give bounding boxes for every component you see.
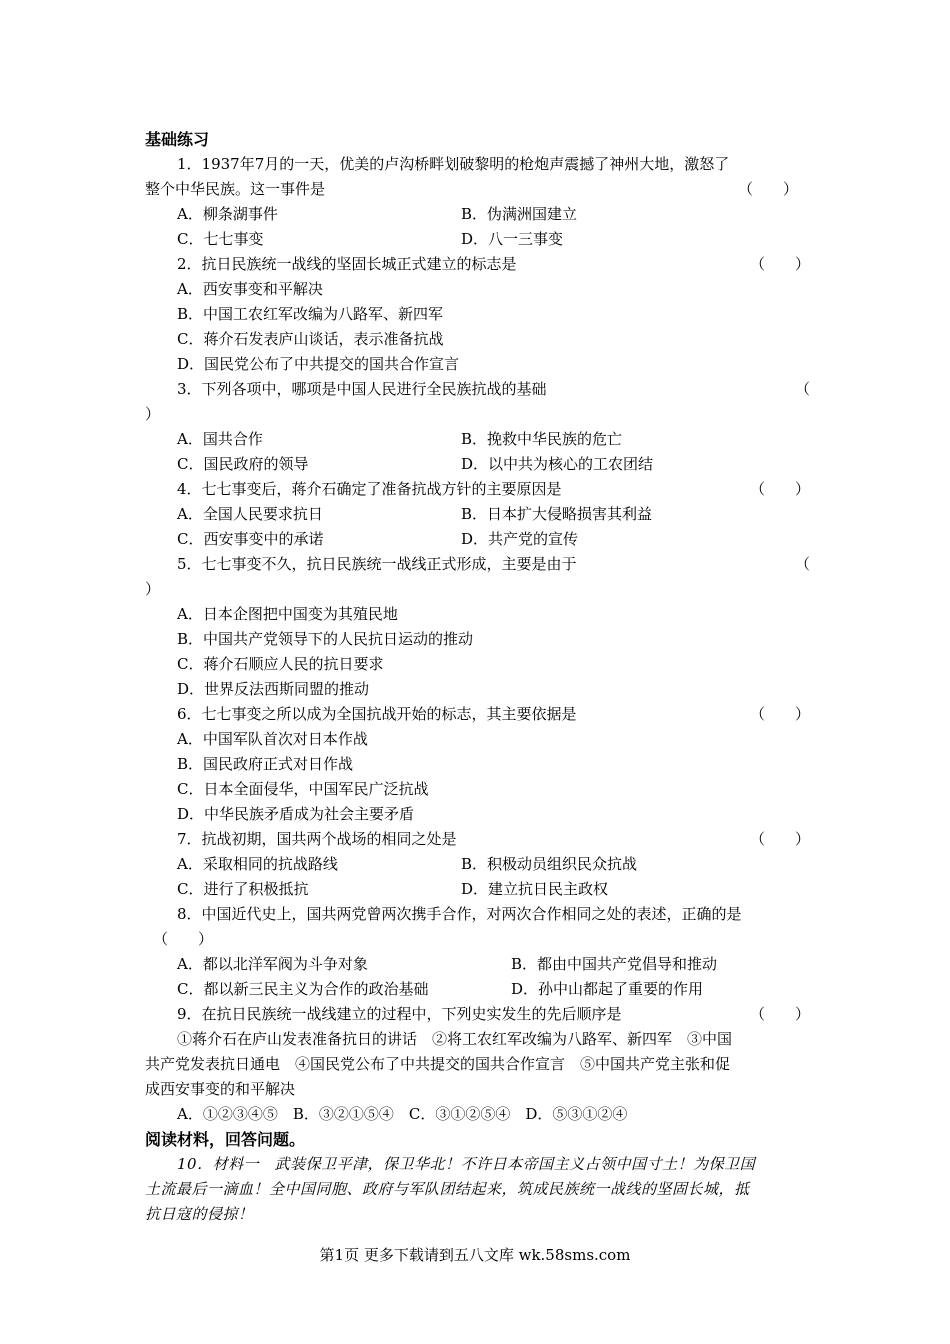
question-1-stem-line2: 整个中华民族。这一事件是 （ ） bbox=[145, 177, 810, 202]
section-heading-basic: 基础练习 bbox=[145, 130, 210, 149]
answer-paren: （ ） bbox=[737, 180, 798, 198]
question-5-option-a: A．日本企图把中国变为其殖民地 bbox=[177, 605, 398, 623]
question-5-option-d: D．世界反法西斯同盟的推动 bbox=[177, 680, 370, 698]
question-6-stem: 6．七七事变之所以成为全国抗战开始的标志，其主要依据是 （ ） bbox=[145, 702, 810, 727]
question-9-events-line1: ①蒋介石在庐山发表准备抗日的讲话 ②将工农红军改编为八路军、新四军 ③中国 bbox=[177, 1030, 733, 1048]
question-5-option-b: B．中国共产党领导下的人民抗日运动的推动 bbox=[177, 630, 474, 648]
question-7-options-row1: A．采取相同的抗战路线 B．积极动员组织民众抗战 bbox=[177, 855, 638, 873]
question-10-line3: 抗日寇的侵掠！ bbox=[145, 1205, 254, 1223]
question-8-options-row2: C．都以新三民主义为合作的政治基础 D．孙中山都起了重要的作用 bbox=[177, 980, 704, 998]
question-5-stem: 5．七七事变不久，抗日民族统一战线正式形成，主要是由于 （ bbox=[145, 552, 810, 577]
question-8-stem: 8．中国近代史上，国共两党曾两次携手合作，对两次合作相同之处的表述，正确的是 bbox=[177, 905, 742, 923]
question-2-option-b: B．中国工农红军改编为八路军、新四军 bbox=[177, 305, 444, 323]
question-5-option-c: C．蒋介石顺应人民的抗日要求 bbox=[177, 655, 384, 673]
question-9-stem: 9．在抗日民族统一战线建立的过程中，下列史实发生的先后顺序是 （ ） bbox=[145, 1002, 810, 1027]
question-3-options-row1: A．国共合作 B．挽救中华民族的危亡 bbox=[177, 430, 623, 448]
question-7-stem: 7．抗战初期，国共两个战场的相同之处是 （ ） bbox=[145, 827, 810, 852]
question-10-line1: 10．材料一 武装保卫平津，保卫华北！不许日本帝国主义占领中国寸土！为保卫国 bbox=[177, 1155, 756, 1173]
answer-paren: （ ） bbox=[749, 1005, 810, 1023]
answer-paren: （ ） bbox=[749, 255, 810, 273]
question-9-events-line3: 成西安事变的和平解决 bbox=[145, 1080, 296, 1098]
question-2-stem: 2．抗日民族统一战线的坚固长城正式建立的标志是 （ ） bbox=[145, 252, 810, 277]
question-3-options-row2: C．国民政府的领导 D．以中共为核心的工农团结 bbox=[177, 455, 654, 473]
question-6-option-d: D．中华民族矛盾成为社会主要矛盾 bbox=[177, 805, 415, 823]
page-footer: 第1页 更多下载请到五八文库 wk.58sms.com bbox=[319, 1246, 631, 1264]
question-2-option-d: D．国民党公布了中共提交的国共合作宣言 bbox=[177, 355, 460, 373]
question-10-line2: 土流最后一滴血！全中国同胞、政府与军队团结起来，筑成民族统一战线的坚固长城，抵 bbox=[145, 1180, 750, 1198]
section-heading-reading: 阅读材料，回答问题。 bbox=[145, 1130, 306, 1149]
question-1-options-row1: A．柳条湖事件 B．伪满洲国建立 bbox=[177, 205, 578, 223]
question-6-option-c: C．日本全面侵华，中国军民广泛抗战 bbox=[177, 780, 429, 798]
question-6-option-b: B．国民政府正式对日作战 bbox=[177, 755, 354, 773]
answer-paren: （ ） bbox=[749, 830, 810, 848]
question-9-options: A．①②③④⑤ B．③②①⑤④ C．③①②⑤④ D．⑤③①②④ bbox=[177, 1105, 628, 1123]
answer-paren-open: （ bbox=[794, 555, 810, 573]
question-4-options-row1: A．全国人民要求抗日 B．日本扩大侵略损害其利益 bbox=[177, 505, 653, 523]
answer-paren: （ ） bbox=[749, 705, 810, 723]
question-4-options-row2: C．西安事变中的承诺 D．共产党的宣传 bbox=[177, 530, 579, 548]
answer-paren-close: ） bbox=[145, 580, 161, 598]
answer-paren-open: （ bbox=[794, 380, 810, 398]
question-8-options-row1: A．都以北洋军阀为斗争对象 B．都由中国共产党倡导和推动 bbox=[177, 955, 718, 973]
question-7-options-row2: C．进行了积极抵抗 D．建立抗日民主政权 bbox=[177, 880, 609, 898]
exercise-content bbox=[145, 127, 810, 1227]
question-6-option-a: A．中国军队首次对日本作战 bbox=[177, 730, 368, 748]
question-2-option-c: C．蒋介石发表庐山谈话，表示准备抗战 bbox=[177, 330, 444, 348]
question-1-stem-line1: 1．1937年7月的一天，优美的卢沟桥畔划破黎明的枪炮声震撼了神州大地，激怒了 bbox=[177, 155, 730, 173]
question-9-events-line2: 共产党发表抗日通电 ④国民党公布了中共提交的国共合作宣言 ⑤中国共产党主张和促 bbox=[145, 1055, 731, 1073]
question-2-option-a: A．西安事变和平解决 bbox=[177, 280, 323, 298]
question-4-stem: 4．七七事变后，蒋介石确定了准备抗战方针的主要原因是 （ ） bbox=[145, 477, 810, 502]
answer-paren-close: ） bbox=[145, 405, 161, 423]
question-3-stem: 3．下列各项中，哪项是中国人民进行全民族抗战的基础 （ bbox=[145, 377, 810, 402]
answer-paren: （ ） bbox=[153, 930, 214, 948]
answer-paren: （ ） bbox=[749, 480, 810, 498]
question-1-options-row2: C．七七事变 D．八一三事变 bbox=[177, 230, 564, 248]
